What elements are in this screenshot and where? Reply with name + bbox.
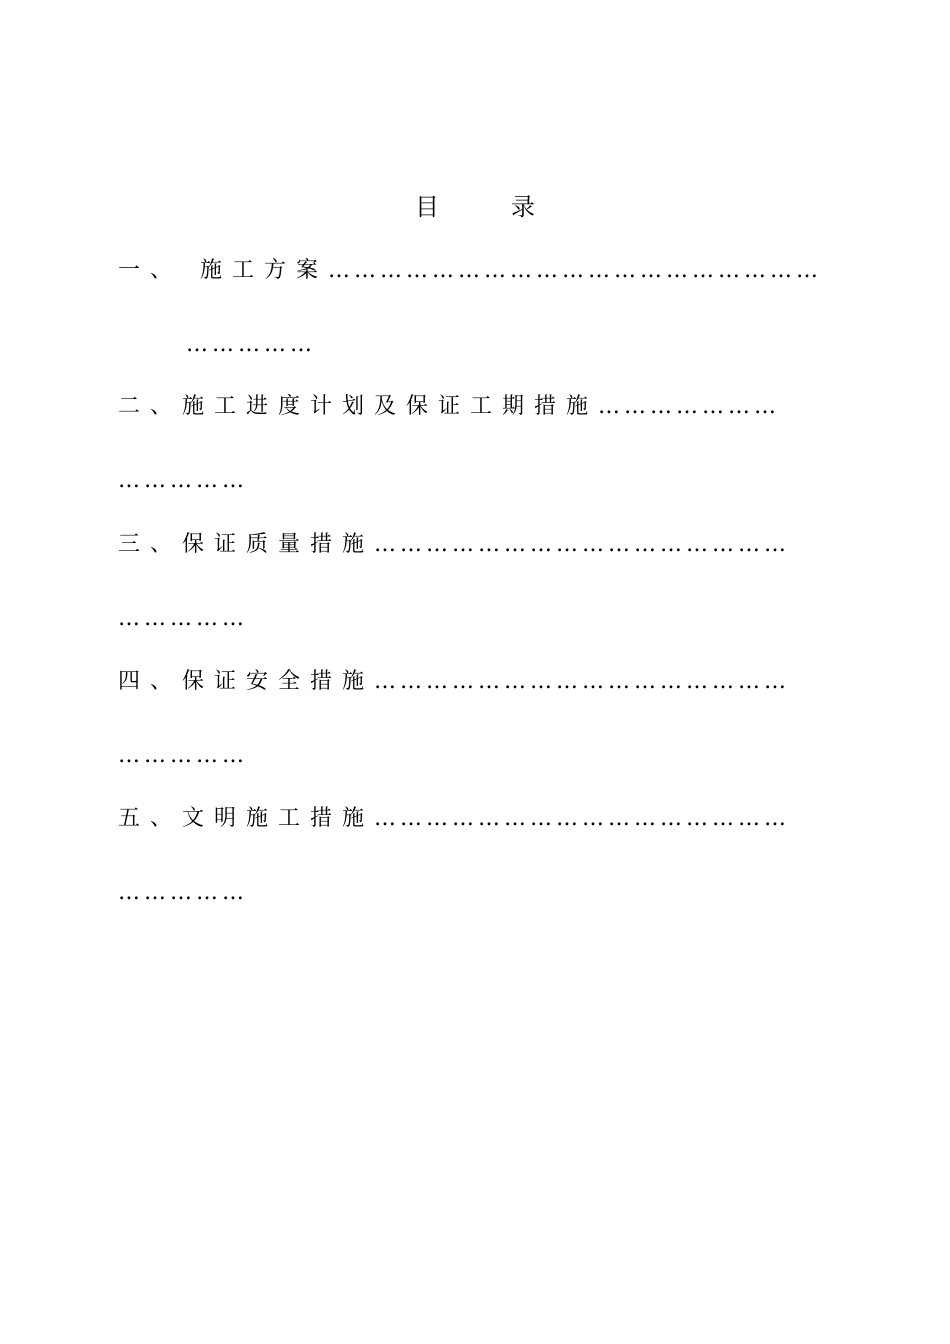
toc-entry-label: 施工进度计划及保证工期措施: [182, 394, 599, 419]
toc-entry-1-continuation: ……………: [186, 332, 316, 357]
toc-entry-label: 保证质量措施: [182, 532, 375, 557]
toc-entry-number: 五、: [118, 806, 183, 831]
toc-entry-leader: …………………………………………: [374, 669, 791, 694]
toc-entry-3[interactable]: [118, 528, 828, 562]
toc-entry-label: 施工方案: [200, 258, 329, 283]
toc-entry-2-continuation: ……………: [118, 468, 248, 493]
toc-entry-number: 一、: [118, 258, 183, 283]
toc-entry-4[interactable]: [118, 665, 828, 699]
toc-entry-3-continuation: ……………: [118, 606, 248, 631]
toc-entry-leader: …………………………………………………: [328, 258, 823, 283]
toc-title: [0, 190, 950, 224]
toc-entry-5-continuation: ……………: [118, 880, 248, 905]
toc-title-char-2: 录: [511, 193, 535, 221]
toc-entry-number: 四、: [118, 669, 183, 694]
toc-entry-label: 文明施工措施: [182, 806, 375, 831]
toc-entry-number: 三、: [118, 532, 183, 557]
toc-title-char-1: 目: [415, 193, 439, 221]
toc-entry-2[interactable]: [118, 390, 828, 424]
toc-entry-5[interactable]: [118, 802, 828, 836]
toc-entry-4-continuation: ……………: [118, 743, 248, 768]
toc-entry-leader: …………………: [598, 394, 781, 419]
toc-entry-1[interactable]: [118, 254, 828, 288]
toc-entry-leader: …………………………………………: [374, 532, 791, 557]
toc-entry-leader: …………………………………………: [374, 806, 791, 831]
toc-entry-label: 保证安全措施: [182, 669, 375, 694]
toc-entry-number: 二、: [118, 394, 183, 419]
